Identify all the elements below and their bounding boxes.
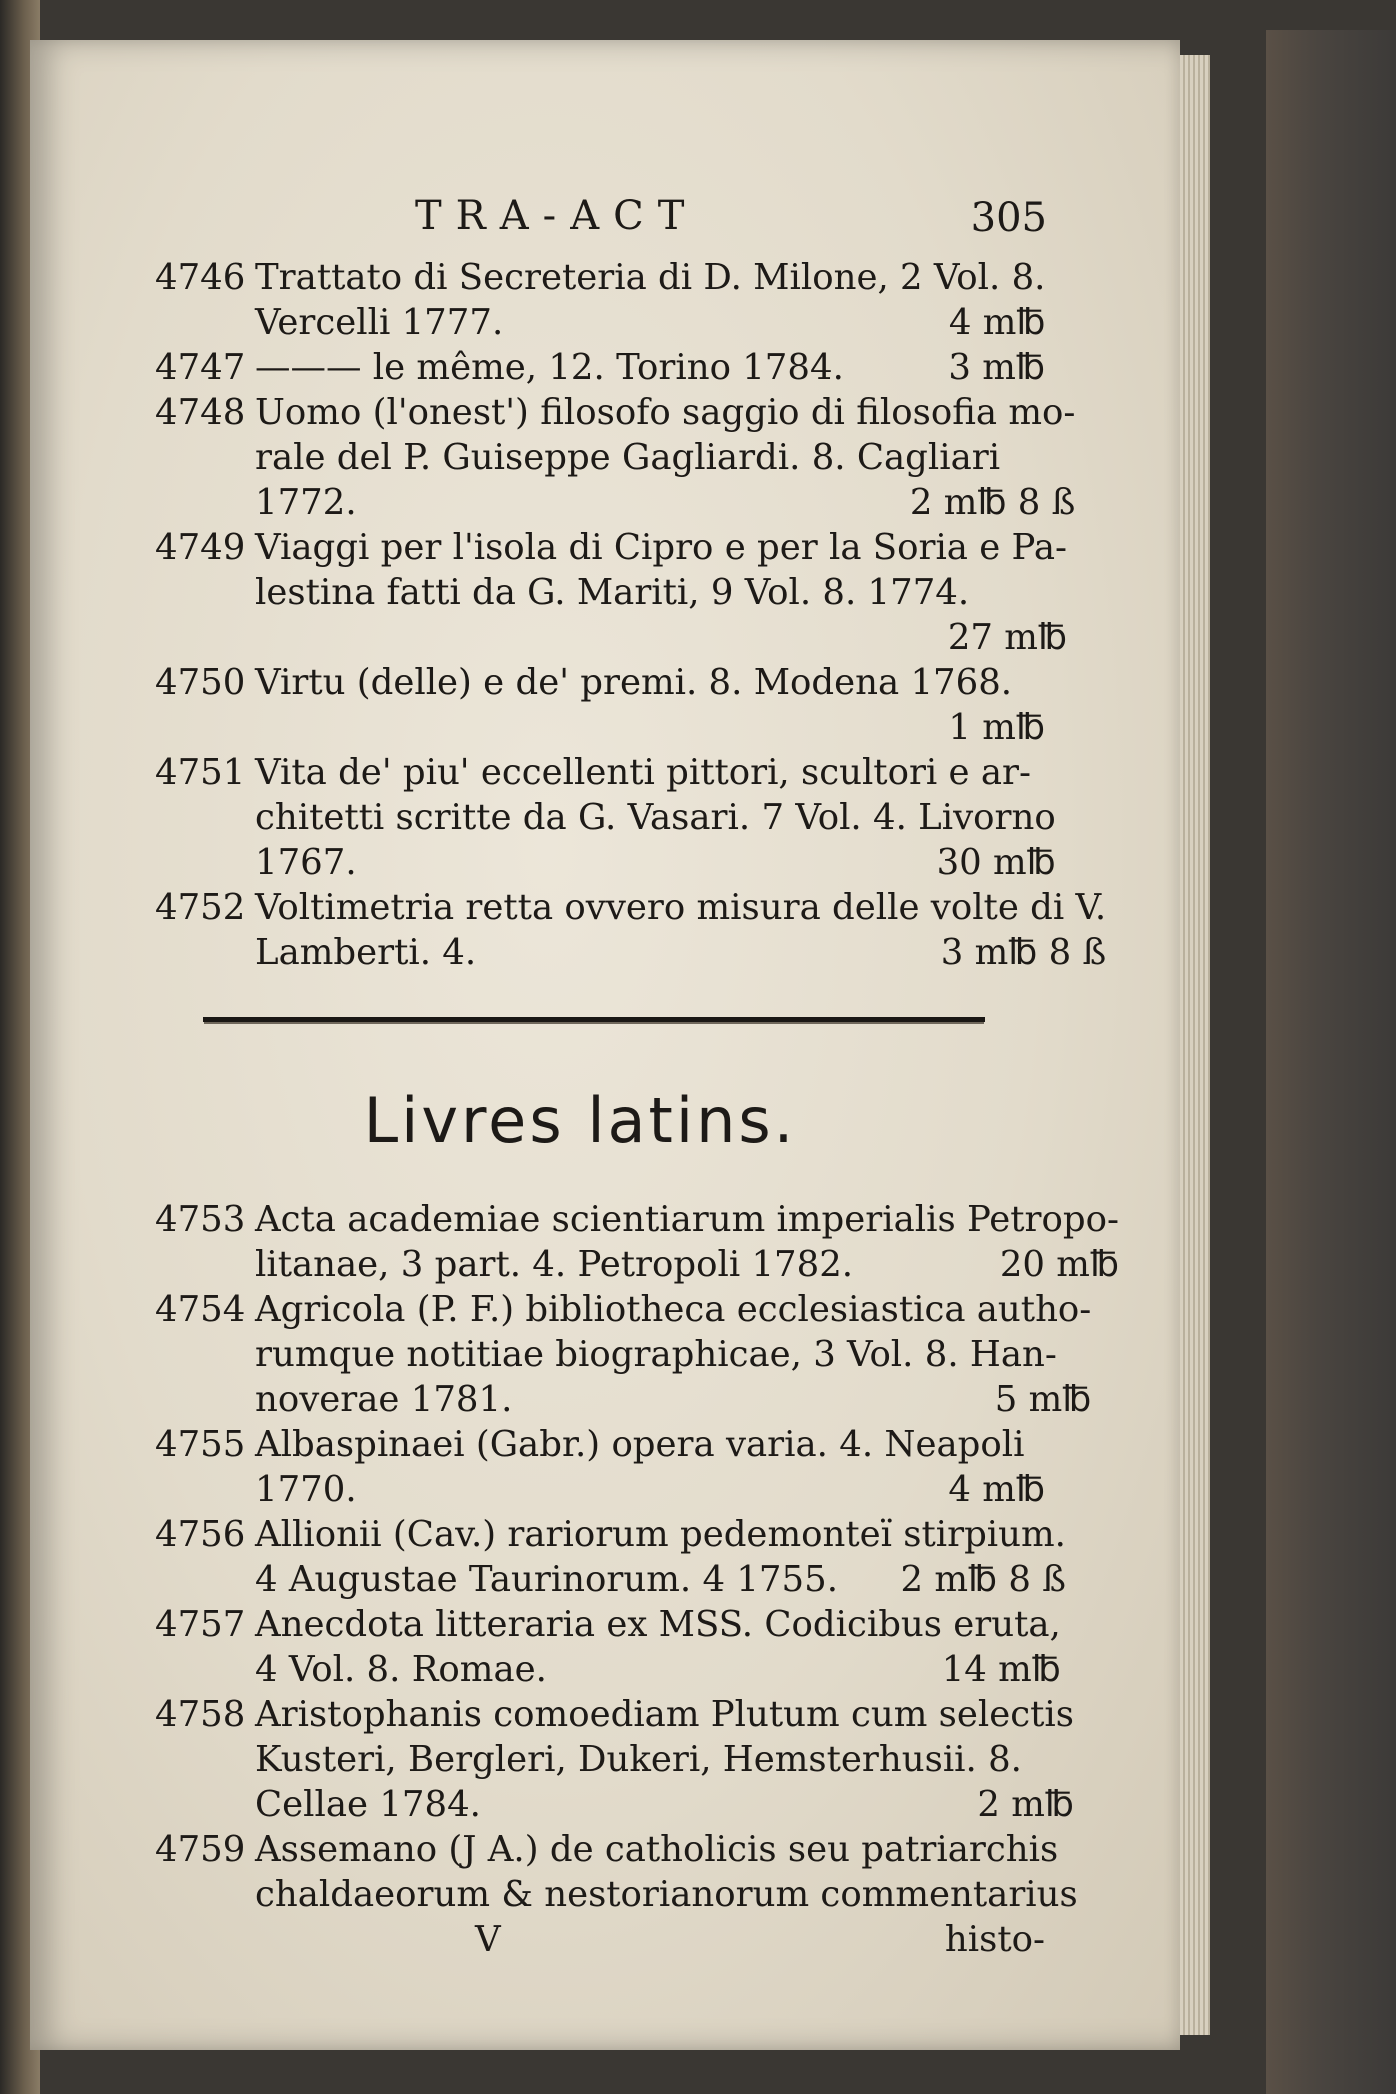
entry-text xyxy=(255,1827,1078,1917)
entry-text xyxy=(255,525,1067,660)
catalog-entry xyxy=(155,525,1067,660)
entry-line xyxy=(255,930,1106,975)
catalog-entry xyxy=(155,1602,1061,1692)
entry-line-text: 4 Augustae Taurinorum. 4 1755. xyxy=(255,1559,838,1600)
entry-line xyxy=(255,1827,1078,1872)
entry-text xyxy=(255,255,1045,345)
entry-number: 4748 xyxy=(155,392,246,433)
section-divider xyxy=(203,1017,985,1022)
entry-line-text: noverae 1781. xyxy=(255,1379,513,1420)
entry-text xyxy=(255,345,1045,390)
entry-line-text: Vercelli 1777. xyxy=(255,302,504,343)
entry-line xyxy=(255,345,1045,390)
entry-number: 4759 xyxy=(155,1829,246,1870)
entry-line-text: Lamberti. 4. xyxy=(255,932,477,973)
entry-number: 4758 xyxy=(155,1694,246,1735)
entry-line xyxy=(255,300,1045,345)
entry-line-text: Uomo (l'onest') filosofo saggio di filosofia mo- xyxy=(255,392,1076,433)
entry-number: 4756 xyxy=(155,1514,246,1555)
entry-line xyxy=(255,795,1056,840)
catalog-entry xyxy=(155,1287,1092,1422)
section-title: Livres latins. xyxy=(363,1084,797,1157)
entry-text xyxy=(255,660,1045,750)
entry-line xyxy=(255,1782,1074,1827)
entry-line-text: chaldaeorum & nestorianorum commentarius xyxy=(255,1874,1078,1915)
entry-price: 14 m℔ xyxy=(941,1649,1061,1690)
entry-number: 4750 xyxy=(155,662,246,703)
page-content xyxy=(155,185,1119,1962)
catchword: histo- xyxy=(944,1919,1045,1960)
entry-line-text: Assemano (J A.) de catholicis seu patriarchis xyxy=(255,1829,1059,1870)
entry-line xyxy=(255,255,1045,300)
catalog-entry xyxy=(155,1692,1074,1827)
catalog-entry xyxy=(155,255,1045,345)
entry-line xyxy=(255,570,1067,615)
entry-line-text: ——— le même, 12. Torino 1784. xyxy=(255,347,844,388)
entry-line-text: rale del P. Guiseppe Gagliardi. 8. Cagliari xyxy=(255,437,1001,478)
entry-text xyxy=(255,1287,1091,1422)
entry-line xyxy=(255,390,1075,435)
entry-text xyxy=(255,1197,1119,1287)
entry-line-text: Allionii (Cav.) rariorum pedemonteï stirpium. xyxy=(255,1514,1066,1555)
latin-entries xyxy=(155,1197,1119,1917)
entry-line-text: litanae, 3 part. 4. Petropoli 1782. xyxy=(255,1244,854,1285)
entry-line xyxy=(255,660,1045,705)
catalog-entry xyxy=(155,1827,1078,1917)
entry-line xyxy=(255,1647,1061,1692)
catalog-entry xyxy=(155,660,1045,750)
catalog-entry xyxy=(155,390,1076,525)
entry-line xyxy=(255,1332,1091,1377)
entry-line xyxy=(255,1557,1066,1602)
catalog-entry xyxy=(155,345,1045,390)
entry-number: 4749 xyxy=(155,527,246,568)
entry-price: 3 m℔ 8 ß xyxy=(940,932,1107,973)
entry-line xyxy=(255,1467,1045,1512)
entry-line-text: 1767. xyxy=(255,842,357,883)
entry-line-text: 1772. xyxy=(255,482,357,523)
entry-text xyxy=(255,1692,1074,1827)
entry-number: 4754 xyxy=(155,1289,246,1330)
entry-text xyxy=(255,885,1106,975)
entry-line xyxy=(255,435,1075,480)
entry-line xyxy=(255,1512,1066,1557)
running-head: TRA-ACT xyxy=(415,193,699,239)
entry-line xyxy=(255,1737,1074,1782)
catalog-entry xyxy=(155,1422,1045,1512)
entry-text xyxy=(255,1512,1066,1602)
entry-price: 1 m℔ xyxy=(948,707,1045,748)
entry-line-text: 1770. xyxy=(255,1469,357,1510)
entry-line-text: Anecdota litteraria ex MSS. Codicibus eruta, xyxy=(255,1604,1061,1645)
entry-number: 4746 xyxy=(155,257,246,298)
entry-line-text: Virtu (delle) e de' premi. 8. Modena 1768. xyxy=(255,662,1013,703)
entry-line-text: chitetti scritte da G. Vasari. 7 Vol. 4. Livorno xyxy=(255,797,1056,838)
entry-text xyxy=(255,390,1075,525)
entry-price: 27 m℔ xyxy=(947,617,1067,658)
entry-line-text: Acta academiae scientiarum imperialis Petropo- xyxy=(255,1199,1119,1240)
entry-line xyxy=(255,1692,1074,1737)
entry-line-text: Cellae 1784. xyxy=(255,1784,481,1825)
entry-line xyxy=(255,705,1045,750)
entry-line-text: rumque notitiae biographicae, 3 Vol. 8. Han- xyxy=(255,1334,1057,1375)
entry-text xyxy=(255,1602,1061,1692)
entry-line xyxy=(255,1377,1091,1422)
catalog-entry xyxy=(155,885,1107,975)
entry-line-text: Voltimetria retta ovvero misura delle volte di V. xyxy=(255,887,1107,928)
entry-line xyxy=(255,1197,1119,1242)
entry-number: 4752 xyxy=(155,887,246,928)
entry-price: 2 m℔ xyxy=(977,1784,1074,1825)
page-header xyxy=(155,185,1045,255)
entry-number: 4751 xyxy=(155,752,246,793)
entry-line-text: Vita de' piu' eccellenti pittori, scultori e ar- xyxy=(255,752,1031,793)
page-footer xyxy=(155,1917,1045,1962)
entry-number: 4757 xyxy=(155,1604,246,1645)
entry-price: 2 m℔ 8 ß xyxy=(909,482,1076,523)
entry-price: 4 m℔ xyxy=(948,1469,1045,1510)
catalog-entry xyxy=(155,1512,1066,1602)
entry-price: 20 m℔ xyxy=(999,1244,1119,1285)
entry-line-text: lestina fatti da G. Mariti, 9 Vol. 8. 1774. xyxy=(255,572,970,613)
entry-text xyxy=(255,750,1056,885)
entry-line xyxy=(255,750,1056,795)
entry-line xyxy=(255,1872,1078,1917)
entry-line xyxy=(255,615,1067,660)
book-cover-edge xyxy=(1266,30,1396,2094)
entry-text xyxy=(255,1422,1045,1512)
entry-line xyxy=(255,480,1075,525)
entry-line-text: Agricola (P. F.) bibliotheca ecclesiastica autho- xyxy=(255,1289,1092,1330)
entry-line-text: Aristophanis comoediam Plutum cum selectis xyxy=(255,1694,1074,1735)
entry-line xyxy=(255,840,1056,885)
entry-line-text: Viaggi per l'isola di Cipro e per la Soria e Pa- xyxy=(255,527,1067,568)
entry-line xyxy=(255,525,1067,570)
entry-price: 3 m℔ xyxy=(948,347,1045,388)
entry-price: 30 m℔ xyxy=(936,842,1056,883)
entry-line xyxy=(255,885,1106,930)
catalog-entry xyxy=(155,1197,1119,1287)
entry-line xyxy=(255,1242,1119,1287)
catalog-entry xyxy=(155,750,1056,885)
signature-mark: V xyxy=(475,1919,501,1960)
entry-line xyxy=(255,1287,1091,1332)
entry-number: 4753 xyxy=(155,1199,246,1240)
italian-entries xyxy=(155,255,1107,975)
entry-line-text: Trattato di Secreteria di D. Milone, 2 Vol. 8. xyxy=(255,257,1046,298)
entry-number: 4747 xyxy=(155,347,246,388)
book-page xyxy=(30,40,1180,2050)
entry-line-text: Kusteri, Bergleri, Dukeri, Hemsterhusii. 8. xyxy=(255,1739,1022,1780)
entry-line xyxy=(255,1602,1061,1647)
entry-price: 5 m℔ xyxy=(994,1379,1092,1420)
entry-number: 4755 xyxy=(155,1424,246,1465)
entry-line-text: 4 Vol. 8. Romae. xyxy=(255,1649,547,1690)
page-number: 305 xyxy=(970,195,1047,241)
entry-line-text: Albaspinaei (Gabr.) opera varia. 4. Neapoli xyxy=(255,1424,1025,1465)
entry-price: 4 m℔ xyxy=(948,302,1046,343)
entry-price: 2 m℔ 8 ß xyxy=(900,1559,1066,1600)
entry-line xyxy=(255,1422,1045,1467)
